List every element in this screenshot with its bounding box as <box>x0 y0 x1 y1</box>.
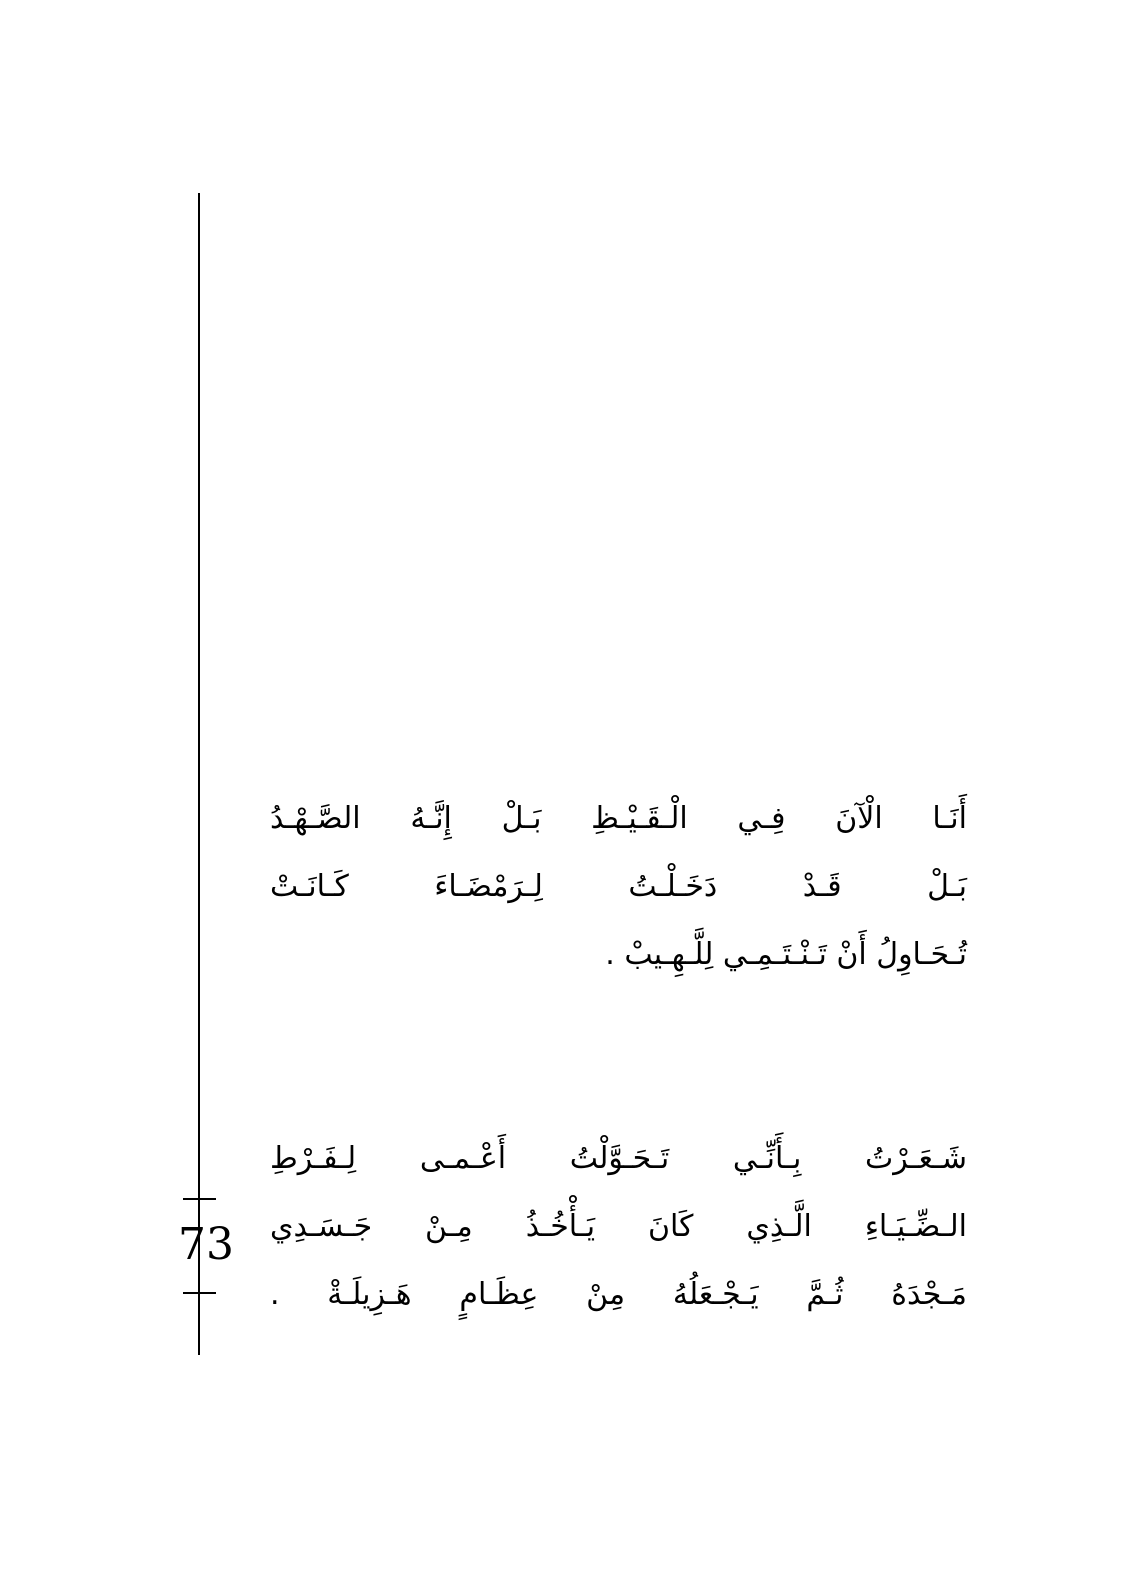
poem-stanza-1 <box>270 785 967 989</box>
folio-tick-top-icon <box>183 1198 216 1200</box>
verse-line: تُـحَـاوِلُ أَنْ تَـنْـتَـمِـي لِلَّـهِـيبْ . <box>605 937 967 972</box>
verse-line: شَـعَـرْتُ بِـأَنِّـي تَـحَـوَّلْتُ أَعْـمـى لِـفَـرْطِ <box>270 1141 967 1176</box>
verse-line: بَـلْ قَـدْ دَخَـلْـتُ لِـرَمْضَـاءَ كَـانَـتْ <box>270 869 967 904</box>
verse-line: مَـجْدَهُ ثُـمَّ يَـجْـعَلُهُ مِنْ عِظَـامٍ هَـزِيلَـةْ . <box>270 1277 967 1312</box>
verse-line: الـضِّـيَـاءِ الَّـذِي كَانَ يَـأْخُـذُ مِـنْ جَـسَـدِي <box>270 1209 967 1244</box>
verse-line: أَنَـا الْآنَ فِـي الْـقَـيْـظِ بَـلْ إِنَّـهُ الصَّـهْـدُ <box>270 801 967 836</box>
folio-tick-bottom-icon <box>183 1292 216 1294</box>
poem-stanza-2 <box>270 1125 967 1329</box>
page-number: 73 <box>178 1219 234 1270</box>
page-vertical-rule <box>198 193 200 1355</box>
